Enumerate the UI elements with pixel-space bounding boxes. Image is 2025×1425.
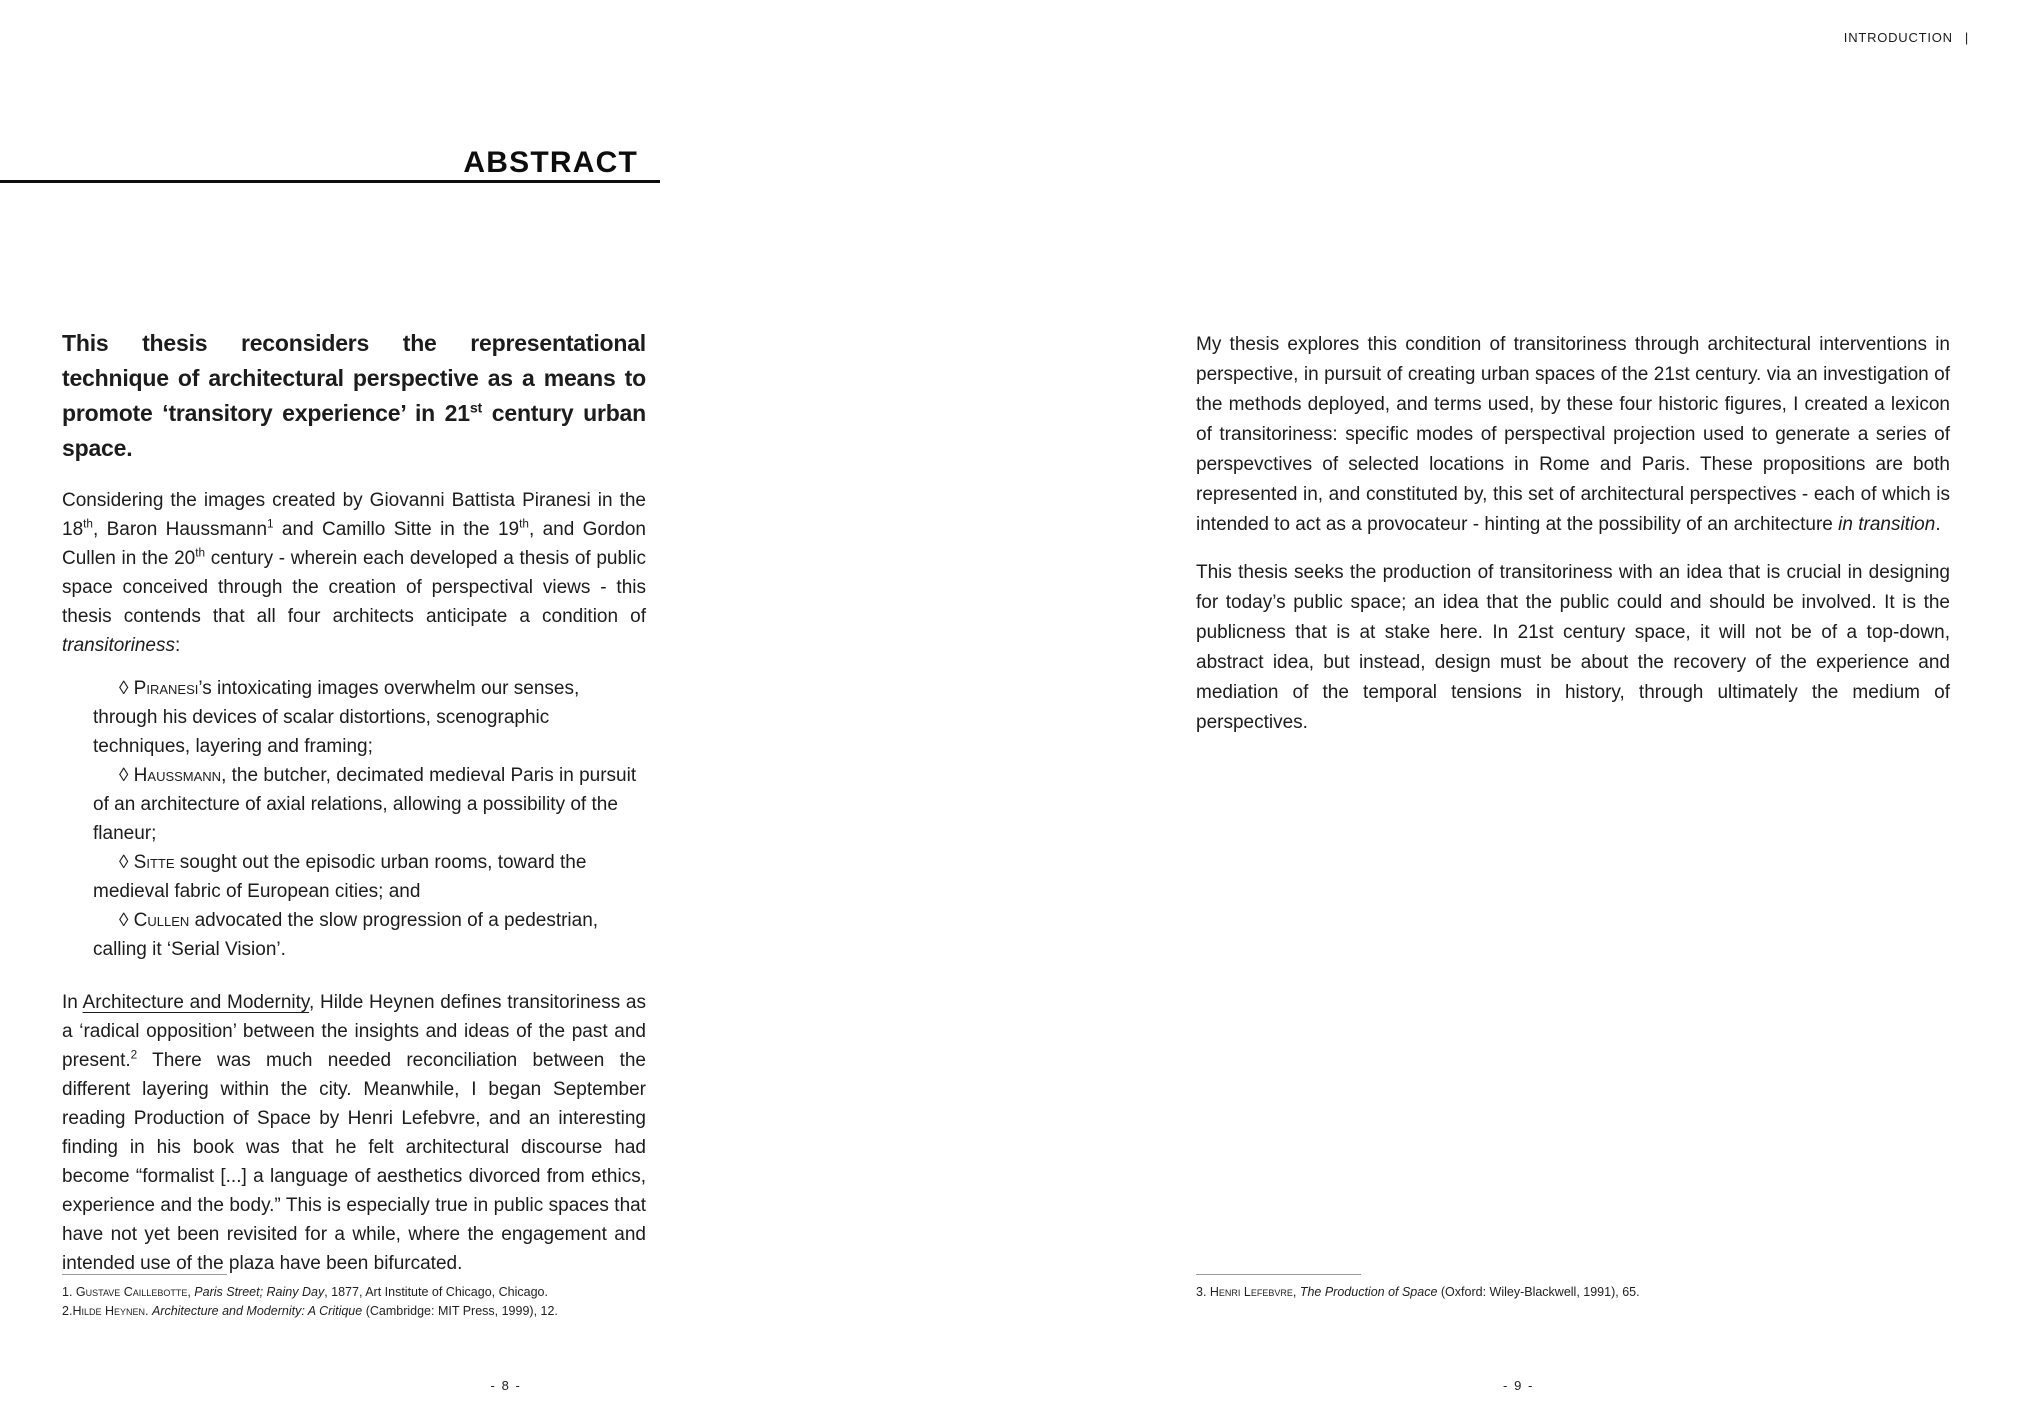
footnote-3: 3. Henri Lefebvre, The Production of Space (Oxford: Wiley-Blackwell, 1991), 65.	[1196, 1285, 1640, 1299]
right-page-text-column	[1196, 330, 1950, 756]
page-number-right: - 9 -	[1503, 1378, 1534, 1393]
footnote-divider-left	[62, 1274, 227, 1275]
list-item-sitte: ◊ Sitte sought out the episodic urban rooms, toward the medieval fabric of European cities; and	[93, 852, 587, 902]
list-item-haussmann: ◊ Haussmann, the butcher, decimated medieval Paris in pursuit of an architecture of axial relations, allowing a possibility of the flaneur;	[93, 765, 637, 844]
abstract-title: ABSTRACT	[463, 146, 638, 179]
footnotes-right-page	[1196, 1274, 1816, 1302]
left-page-text-column	[62, 326, 646, 1292]
running-header-separator: |	[1964, 30, 1969, 45]
page-number-left: - 8 -	[490, 1378, 522, 1393]
footnote-1: 1. Gustave Caillebotte, Paris Street; Rainy Day, 1877, Art Institute of Chicago, Chicago.	[62, 1285, 548, 1299]
running-header-label: INTRODUCTION	[1843, 30, 1953, 45]
footnote-2: 2.Hilde Heynen. Architecture and Modernity: A Critique (Cambridge: MIT Press, 1999), 12.	[62, 1304, 558, 1319]
footnotes-left-page	[62, 1274, 682, 1322]
paragraph-considering: Considering the images created by Giovanni Battista Piranesi in the 18th, Baron Haussmann$^1$ and Camillo Sitte in the 19th, and Gordon Cullen in the 20th century - wherein each developed a thesis of public space conceived through the creation of perspectival views - this thesis contends that all four architects anticipate a condition of transitoriness:	[62, 490, 647, 656]
abstract-heading-rule	[0, 146, 660, 183]
running-header	[1844, 30, 1969, 45]
list-item-cullen: ◊ Cullen advocated the slow progression of a pedestrian, calling it ‘Serial Vision’.	[93, 910, 599, 960]
paragraph-explores: My thesis explores this condition of transitoriness through architectural interventions in perspective, in pursuit of creating urban spaces of the 21st century. via an investigation of the methods deployed, and terms used, by these four historic figures, I created a lexicon of transitoriness: specific modes of perspectival projection used to generate a series of perspevctives of selected locations in Rome and Paris. These propositions are both represented in, and constituted by, this set of architectural perspectives - each of which is intended to act as a provocateur - hinting at the possibility of an architecture in transition.	[1196, 334, 1950, 535]
paragraph-heynen: In Architecture and Modernity, Hilde Heynen defines transitoriness as a ‘radical opposition’ between the insights and ideas of the past and present.$^2$ There was much needed reconciliation between the different layering within the city. Meanwhile, I began September reading Production of Space by Henri Lefebvre, and an interesting finding in his book was that he felt architectural discourse had become “formalist [...] a language of aesthetics divorced from ethics, experience and the body.” This is especially true in public spaces that have not yet been revisited for a while, where the engagement and intended use of the plaza have been bifurcated.	[62, 992, 646, 1274]
list-item-piranesi: ◊ Piranesi’s intoxicating images overwhelm our senses, through his devices of scalar distortions, scenographic techniques, layering and framing;	[93, 678, 580, 757]
footnote-divider-right	[1196, 1274, 1361, 1275]
architects-bullet-list	[93, 674, 645, 964]
paragraph-seeks: This thesis seeks the production of transitoriness with an idea that is crucial in designing for today’s public space; an idea that the public could and should be involved. It is the publicness that is at stake here. In 21st century space, it will not be of a top-down, abstract idea, but instead, design must be about the recovery of the experience and mediation of the temporal tensions in history, through ultimately the medium of perspectives.	[1196, 562, 1950, 733]
thesis-statement-paragraph: This thesis reconsiders the representational technique of architectural perspective as a means to promote ‘transitory experience’ in 21st century urban space.	[62, 330, 646, 461]
